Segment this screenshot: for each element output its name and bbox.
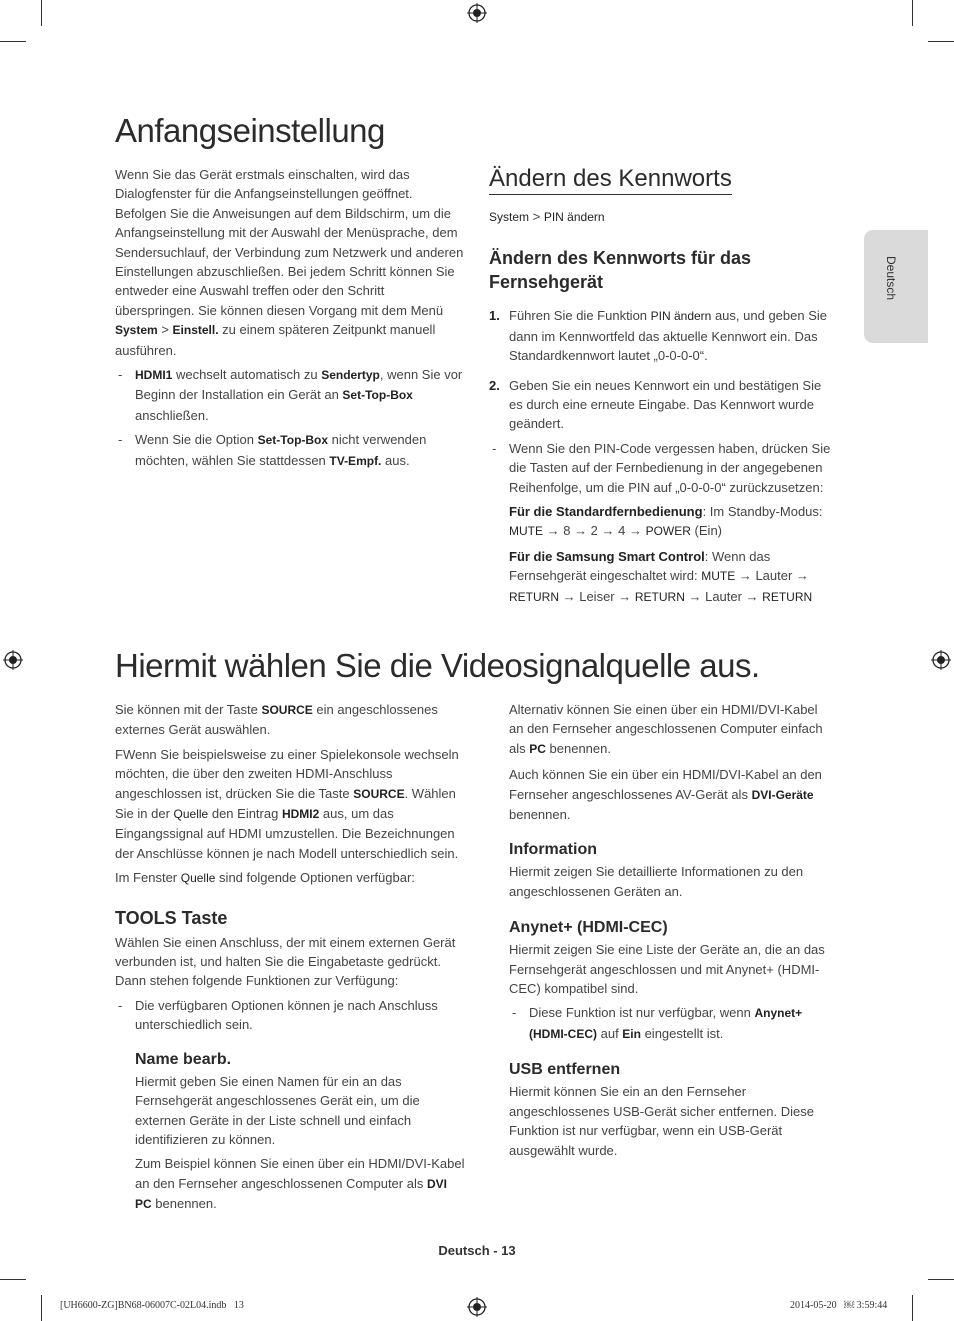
name-bearb-text: Hiermit geben Sie einen Namen für ein an das Fernsehgerät angeschlossenes Gerät ein, um die externen Geräte in der Liste schnell und einfach identifizieren zu können. <box>135 1073 420 1147</box>
anynet-note: - Diese Funktion ist nur verfügbar, wenn Anynet+ (HDMI-CEC) auf Ein eingestellt ist. <box>509 1003 834 1044</box>
pin-reset-smart-control: Für die Samsung Smart Control: Wenn das Fernsehgerät eingeschaltet wird: MUTE → Lauter → RETURN → Leiser → RETURN → Lauter → RETURN <box>509 548 813 604</box>
tools-note: - Die verfügbaren Optionen können je nach Anschluss unterschiedlich sein. <box>115 996 465 1035</box>
name-bearb-example: Zum Beispiel können Sie einen über ein HDMI/DVI-Kabel an den Fernseher angeschlossenen Computer als DVI PC benennen. <box>135 1156 465 1212</box>
crop-mark <box>912 0 913 26</box>
registration-mark-icon <box>467 3 487 23</box>
dvi-example: Auch können Sie ein über ein HDMI/DVI-Kabel an den Fernseher angeschlossenes AV-Gerät als DVI-Geräte benennen. <box>509 767 822 823</box>
crop-mark <box>928 1279 954 1280</box>
pin-reset-standard-remote: Für die Standardfernbedienung: Im Standby-Modus: MUTE → 8 → 2 → 4 → POWER (Ein) <box>509 504 823 539</box>
section1-left-column <box>115 165 465 471</box>
registration-mark-icon <box>931 650 951 670</box>
anynet-text: Hiermit zeigen Sie eine Liste der Geräte an, die an das Fernsehgerät angeschlossen und mit Anynet+ (HDMI-CEC) kompatibel sind. <box>509 942 825 997</box>
crop-mark <box>41 0 42 26</box>
step-1: 1. Führen Sie die Funktion PIN ändern aus, und geben Sie dann im Kennwortfeld das aktuelle Kennwort ein. Das Standardkennwort lautet „0-0-0-0“. <box>489 308 827 364</box>
section3-right-column <box>509 700 834 1160</box>
section3-left-column <box>115 700 465 1215</box>
crop-mark <box>928 41 954 42</box>
step-2: 2. Geben Sie ein neues Kennwort ein und bestätigen Sie es durch eine erneute Eingabe. Das Kennwort wurde geändert. <box>489 377 822 432</box>
usb-text: Hiermit können Sie ein an den Fernseher angeschlossenes USB-Gerät sicher entfernen. Diese Funktion ist nur verfügbar, wenn ein USB-Gerät ausgewählt wurde. <box>509 1084 814 1158</box>
section1-intro: Wenn Sie das Gerät erstmals einschalten, wird das Dialogfenster für die Anfangseinstellungen geöffnet. Befolgen Sie die Anweisungen auf dem Bildschirm, um die Anfangseinstellung mit der Auswahl der Menüsprache, dem Sendersuchlauf, der Verbindung zum Netzwerk und anderen Einstellungen abzuschließen. Bei jedem Schritt können Sie entweder eine Auswahl treffen oder den Schritt überspringen. Sie können diesen Vorgang mit dem Menü System > Einstell. zu einem späteren Zeitpunkt manuell ausführen. <box>115 167 464 358</box>
information-text: Hiermit zeigen Sie detaillierte Informationen zu den angeschlossenen Geräten an. <box>509 864 804 899</box>
pin-reset-note: - Wenn Sie den PIN-Code vergessen haben, drücken Sie die Tasten auf der Fernbedienung in der angegebenen Reihenfolge, um die PIN auf „0-0-0-0“ zurückzusetzen: <box>489 439 834 497</box>
crop-mark <box>0 1279 26 1280</box>
section2-right-column <box>489 165 834 607</box>
pc-example: Alternativ können Sie einen über ein HDMI/DVI-Kabel an den Fernseher angeschlossenen Computer einfach als PC benennen. <box>509 702 823 756</box>
name-bearb-title: Name bearb. <box>135 1050 232 1068</box>
language-tab[interactable] <box>864 230 928 343</box>
section-title-videosignalquelle: Hiermit wählen Sie die Videosignalquelle aus. <box>115 647 760 684</box>
registration-mark-icon <box>467 1297 487 1317</box>
section1-note-settopbox: - Wenn Sie die Option Set-Top-Box nicht verwenden möchten, wählen Sie stattdessen TV-Empf. aus. <box>115 430 465 471</box>
print-date-info: 2014-05-20 ￼ 3:59:44 <box>790 1300 888 1311</box>
section-title-kennwort: Ändern des Kennworts <box>489 165 732 195</box>
registration-mark-icon <box>3 650 23 670</box>
source-example: FWenn Sie beispielsweise zu einer Spielekonsole wechseln möchten, die über den zweiten HDMI-Anschluss angeschlossen ist, drücken Sie die Taste SOURCE. Wählen Sie in der Quelle den Eintrag HDMI2 aus, um das Eingangssignal auf HDMI umzustellen. Die Bezeichnungen der Anschlüsse können je nach Modell unterschiedlich sein. <box>115 746 459 861</box>
information-title: Information <box>509 841 597 859</box>
crop-mark <box>912 1295 913 1321</box>
source-options-intro: Im Fenster Quelle sind folgende Optionen verfügbar: <box>115 870 415 886</box>
section1-note-hdmi1: - HDMI1 wechselt automatisch zu Sendertyp, wenn Sie vor Beginn der Installation ein Gerät an Set-Top-Box anschließen. <box>115 365 465 425</box>
language-tab-label: Deutsch <box>884 256 898 301</box>
tools-text: Wählen Sie einen Anschluss, der mit einem externen Gerät verbunden ist, und halten Sie die Eingabetaste gedrückt. Dann stehen folgende Funktionen zur Verfügung: <box>115 934 456 989</box>
source-intro: Sie können mit der Taste SOURCE ein angeschlossenes externes Gerät auswählen. <box>115 702 438 738</box>
menu-path: System > PIN ändern <box>489 209 605 224</box>
section-title-anfangseinstellung: Anfangseinstellung <box>115 112 385 149</box>
page-number: Deutsch - 13 <box>438 1243 516 1258</box>
crop-mark <box>0 41 26 42</box>
crop-mark <box>41 1295 42 1321</box>
print-file-info: [UH6600-ZG]BN68-06007C-02L04.indb 13 <box>60 1300 244 1311</box>
tools-title: TOOLS Taste <box>115 907 228 928</box>
anynet-title: Anynet+ (HDMI-CEC) <box>509 919 668 937</box>
subsection-title-kennwort-tv: Ändern des Kennworts für das Fernsehgerät <box>489 248 752 293</box>
name-bearb-block <box>115 1051 465 1215</box>
usb-title: USB entfernen <box>509 1061 621 1079</box>
